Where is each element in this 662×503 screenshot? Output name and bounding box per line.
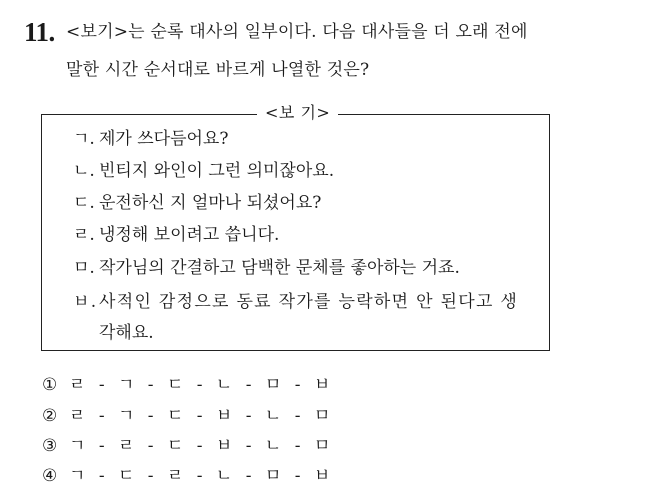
question-text-line-1: <보기>는 순록 대사의 일부이다. 다음 대사들을 더 오래 전에: [66, 22, 528, 42]
example-item-mark: ㄹ.: [73, 225, 95, 245]
choice-number: ④: [42, 466, 58, 486]
example-item-e: [73, 256, 460, 280]
choice-sequence: ㄹ - ㄱ - ㄷ - ㅂ - ㄴ - ㅁ: [69, 406, 335, 426]
choice-number: ①: [42, 375, 58, 395]
example-item-f: [73, 290, 518, 314]
example-item-text: 빈티지 와인이 그런 의미잖아요.: [99, 161, 335, 181]
example-item-text: 냉정해 보이려고 씁니다.: [99, 225, 280, 245]
example-item-text: 사적인 감정으로 동료 작가를 능락하면 안 된다고 생: [99, 292, 519, 312]
example-item-mark: ㅂ.: [73, 292, 98, 312]
answer-choice-2[interactable]: [42, 404, 334, 428]
example-item-mark: ㄱ.: [73, 129, 95, 149]
example-item-a: [73, 127, 228, 151]
answer-choice-1[interactable]: [42, 373, 334, 397]
example-item-text: 작가님의 간결하고 담백한 문체를 좋아하는 거죠.: [99, 258, 460, 278]
example-item-mark: ㄴ.: [73, 161, 95, 181]
example-item-f-continuation: 각해요.: [99, 323, 154, 343]
example-item-b: [73, 159, 334, 183]
choice-sequence: ㄱ - ㄷ - ㄹ - ㄴ - ㅁ - ㅂ: [69, 466, 335, 486]
answer-choice-3[interactable]: [42, 434, 334, 458]
example-item-mark: ㄷ.: [73, 193, 95, 213]
choice-sequence: ㄱ - ㄹ - ㄷ - ㅂ - ㄴ - ㅁ: [69, 436, 335, 456]
example-item-text: 운전하신 지 얼마나 되셨어요?: [99, 193, 322, 213]
example-item-mark: ㅁ.: [73, 258, 95, 278]
choice-number: ③: [42, 436, 58, 456]
example-box-title: <보 기>: [257, 101, 338, 125]
example-item-d: [73, 223, 279, 247]
choice-sequence: ㄹ - ㄱ - ㄷ - ㄴ - ㅁ - ㅂ: [69, 375, 335, 395]
answer-choice-4[interactable]: [42, 464, 334, 488]
example-item-text: 제가 쓰다듬어요?: [99, 129, 229, 149]
example-item-c: [73, 191, 321, 215]
question-text-line-2: 말한 시간 순서대로 바르게 나열한 것은?: [66, 60, 370, 80]
question-number: 11.: [24, 17, 55, 47]
choice-number: ②: [42, 406, 58, 426]
